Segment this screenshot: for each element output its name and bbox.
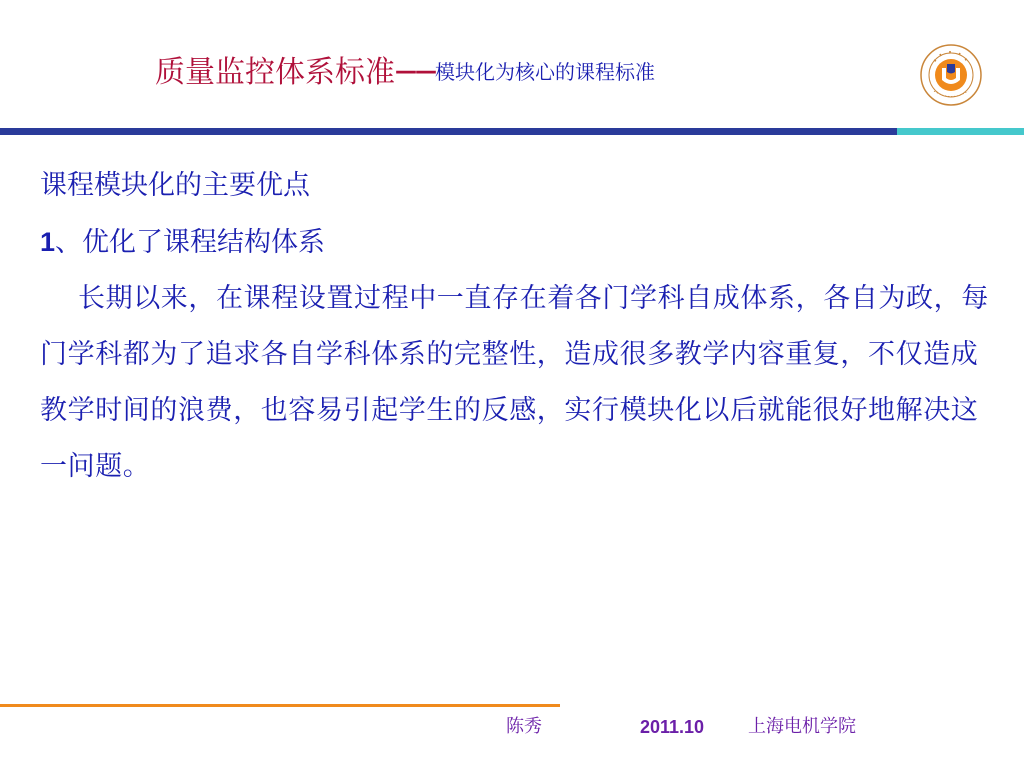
slide-title — [155, 55, 655, 90]
footer-author: 陈秀 — [506, 716, 542, 737]
footer-divider — [0, 704, 560, 707]
body-paragraph: 长期以来，在课程设置过程中一直存在着各门学科自成体系，各自为政，每门学科都为了追求各自学科体系的完整性，造成很多教学内容重复，不仅造成教学时间的浪费，也容易引起学生的反感，实行模块化以后就能很好地解决这一问题。 — [40, 283, 989, 482]
point-heading — [40, 214, 990, 271]
university-seal-icon — [920, 44, 982, 106]
footer-organization: 上海电机学院 — [748, 716, 856, 737]
header-divider-cyan — [897, 128, 1024, 135]
point-label: 、优化了课程结构体系 — [55, 227, 326, 258]
title-subtitle: 模块化为核心的课程标准 — [435, 60, 655, 84]
slide-content — [40, 158, 990, 495]
footer-date: 2011.10 — [640, 717, 705, 737]
title-dash: —— — [395, 59, 435, 84]
header-divider-blue — [0, 128, 897, 135]
point-number: 1 — [40, 227, 56, 257]
content-heading: 课程模块化的主要优点 — [40, 170, 310, 201]
title-main: 质量监控体系标准 — [155, 55, 395, 90]
